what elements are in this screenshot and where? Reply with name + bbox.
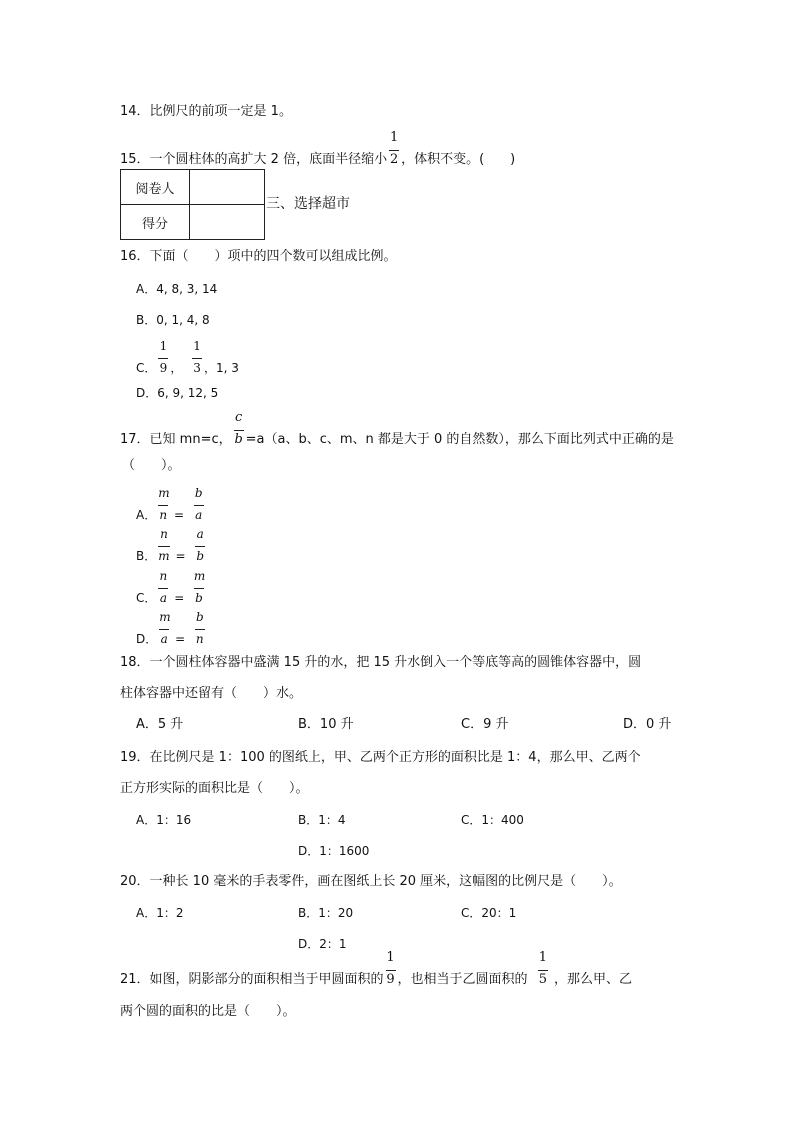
- option-a: A．1：2: [136, 906, 184, 920]
- score-label: 得分: [121, 205, 190, 240]
- fraction: [194, 486, 204, 523]
- question-16: 16．下面（ ）项中的四个数可以组成比例。: [120, 249, 397, 264]
- fraction: [158, 339, 168, 376]
- numerator: b: [194, 486, 203, 500]
- option-c: C．9 升: [461, 717, 509, 732]
- reviewer-label: 阅卷人: [121, 170, 190, 205]
- question-21: [120, 950, 632, 988]
- denominator: b: [234, 432, 243, 447]
- fraction: [195, 527, 205, 564]
- equals-sign: =: [175, 549, 186, 563]
- question-17: [120, 410, 674, 448]
- equals-sign: =: [174, 508, 185, 522]
- option-d: D．1：1600: [298, 844, 370, 858]
- score-table: [120, 169, 265, 240]
- fraction: [234, 410, 244, 448]
- question-14: 14．比例尺的前项一定是 1。: [120, 104, 292, 119]
- q15-text: 15．一个圆柱体的高扩大 2 倍，底面半径缩小: [120, 152, 388, 167]
- denominator: b: [194, 588, 204, 606]
- fraction: [158, 569, 168, 606]
- question-18-line1: 18．一个圆柱体容器中盛满 15 升的水，把 15 升水倒入一个等底等高的圆锥体容器中，圆: [120, 655, 642, 670]
- option-rest: ，1, 3: [204, 361, 239, 375]
- section-title: 三、选择超市: [266, 196, 350, 212]
- question-20: 20．一种长 10 毫米的手表零件，画在图纸上长 20 厘米，这幅图的比例尺是（ ）。: [120, 874, 622, 889]
- q21-text-mid: ，也相当于乙圆面积的: [397, 972, 528, 987]
- numerator: c: [234, 410, 243, 425]
- fraction: [538, 950, 548, 988]
- question-19-line2: 正方形实际的面积比是（ ）。: [120, 781, 309, 796]
- option-label: A．: [136, 508, 157, 522]
- option-d: [136, 610, 207, 647]
- option-b: B．10 升: [298, 717, 354, 732]
- separator: ，: [170, 361, 183, 375]
- denominator: b: [195, 546, 205, 564]
- option-c: C．20：1: [461, 906, 517, 920]
- option-b: B．1：20: [298, 906, 354, 920]
- denominator: 2: [389, 152, 399, 167]
- question-17-line2: （ ）。: [122, 458, 181, 473]
- q21-text-after: ，那么甲、乙: [553, 972, 632, 987]
- numerator: 1: [386, 950, 395, 965]
- q21-text: 21．如图，阴影部分的面积相当于甲圆面积的: [120, 972, 384, 987]
- option-label: B．: [136, 549, 157, 563]
- option-label: C．: [136, 361, 157, 375]
- fraction: [158, 486, 170, 523]
- option-a: A．4, 8, 3, 14: [136, 282, 218, 296]
- denominator: a: [159, 629, 169, 647]
- option-c: [136, 569, 206, 606]
- numerator: m: [159, 610, 171, 624]
- option-a: A．5 升: [136, 717, 184, 732]
- question-18-line2: 柱体容器中还留有（ ）水。: [120, 686, 303, 701]
- option-c: C．1：400: [461, 813, 524, 827]
- numerator: a: [196, 527, 204, 541]
- option-label: C．: [136, 591, 157, 605]
- numerator: m: [193, 569, 206, 583]
- denominator: 3: [192, 358, 202, 376]
- fraction: [193, 569, 206, 606]
- numerator: 1: [389, 130, 399, 145]
- reviewer-cell: [190, 170, 265, 205]
- fraction: [195, 610, 205, 647]
- option-c: [136, 339, 239, 376]
- q17-text-after: =a（a、b、c、m、n 都是大于 0 的自然数），那么下面比列式中正确的是: [245, 432, 674, 447]
- numerator: 1: [159, 339, 168, 353]
- numerator: m: [158, 486, 170, 500]
- numerator: b: [195, 610, 204, 624]
- denominator: a: [158, 588, 168, 606]
- denominator: n: [195, 629, 205, 647]
- question-21-line2: 两个圆的面积的比是（ ）。: [120, 1004, 296, 1019]
- option-d: D．0 升: [623, 717, 672, 732]
- option-a: [136, 486, 206, 523]
- numerator: 1: [538, 950, 547, 965]
- option-b: B．1：4: [298, 813, 346, 827]
- denominator: 9: [158, 358, 168, 376]
- denominator: n: [158, 505, 168, 523]
- denominator: a: [194, 505, 204, 523]
- numerator: n: [160, 527, 168, 541]
- question-15: [120, 130, 516, 168]
- fraction: [192, 339, 202, 376]
- fraction: [389, 130, 399, 168]
- denominator: m: [158, 546, 169, 564]
- denominator: 9: [386, 972, 395, 987]
- option-b: B．0, 1, 4, 8: [136, 313, 210, 327]
- q15-text-after: ，体积不变。( ): [401, 152, 516, 167]
- option-d: D．2：1: [298, 937, 347, 951]
- numerator: n: [159, 569, 168, 583]
- option-b: [136, 527, 207, 564]
- numerator: 1: [193, 339, 201, 353]
- fraction: [159, 610, 171, 647]
- fraction: [158, 527, 170, 564]
- equals-sign: =: [175, 632, 186, 646]
- equals-sign: =: [174, 591, 185, 605]
- question-19-line1: 19．在比例尺是 1：100 的图纸上，甲、乙两个正方形的面积比是 1：4，那么甲、乙两个: [120, 750, 641, 765]
- denominator: 5: [538, 972, 547, 987]
- option-d: D．6, 9, 12, 5: [136, 386, 219, 400]
- option-label: D．: [136, 632, 158, 646]
- score-cell: [190, 205, 265, 240]
- q17-text: 17．已知 mn=c，: [120, 432, 232, 447]
- fraction: [386, 950, 396, 988]
- option-a: A．1：16: [136, 813, 192, 827]
